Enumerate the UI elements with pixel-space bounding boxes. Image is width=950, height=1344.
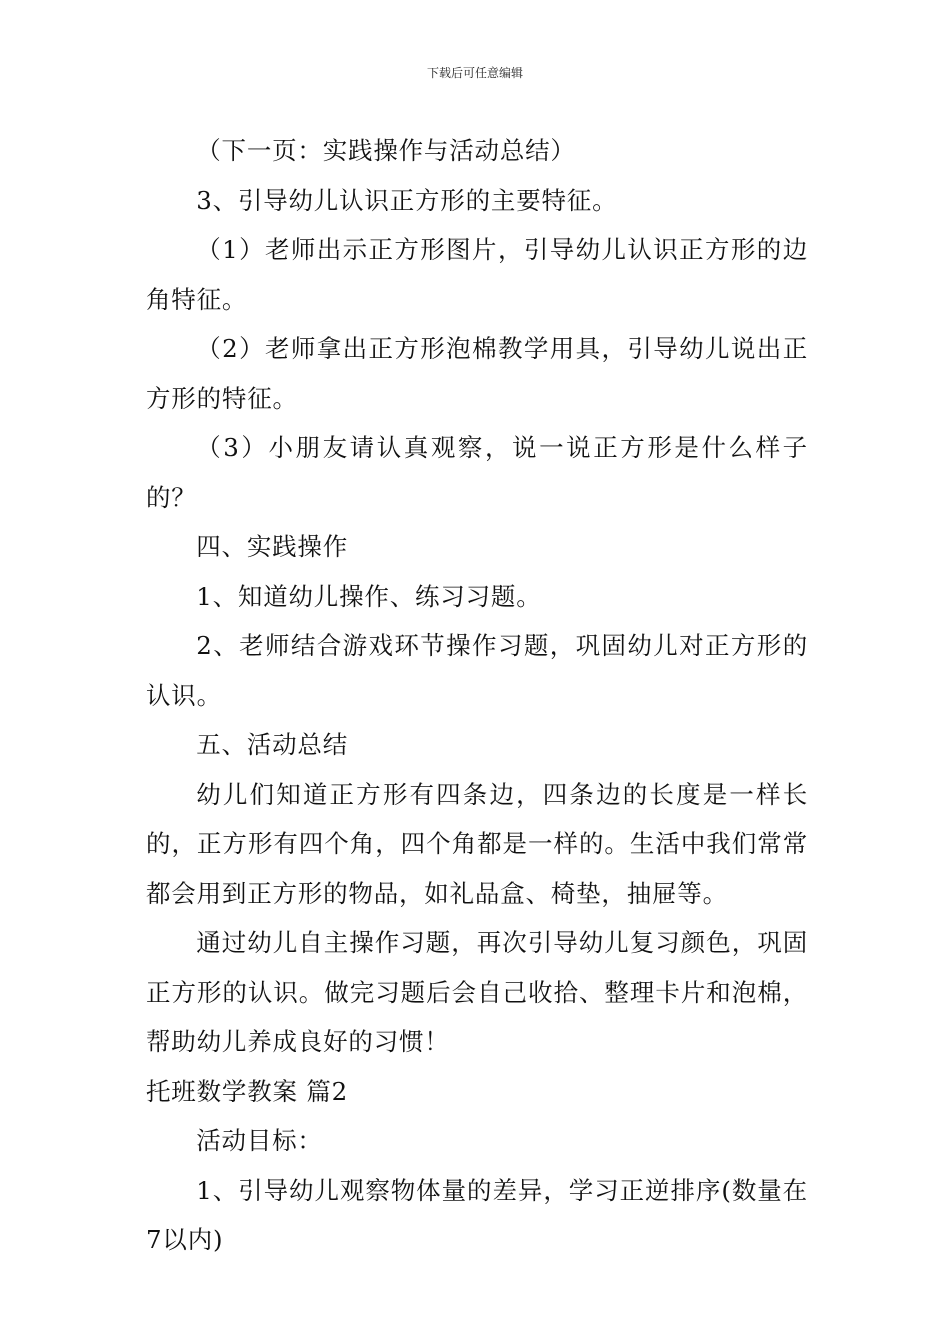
document-body [146,126,808,1265]
paragraph-step-3-2: （2）老师拿出正方形泡棉教学用具，引导幼儿说出正方形的特征。 [146,334,808,413]
paragraph-objective-1: 1、引导幼儿观察物体量的差异，学习正逆排序(数量在7以内) [146,1175,808,1254]
section-heading-summary: 五、活动总结 [196,730,349,759]
paragraph-step-3-3: （3）小朋友请认真观察，说一说正方形是什么样子的？ [146,433,808,512]
paragraph-practice-2: 2、老师结合游戏环节操作习题，巩固幼儿对正方形的认识。 [146,631,808,710]
paragraph-practice-1: 1、知道幼儿操作、练习习题。 [196,581,542,611]
paragraph-summary-1: 幼儿们知道正方形有四条边，四条边的长度是一样长的，正方形有四个角，四个角都是一样的。生活中我们常常都会用到正方形的物品，如礼品盒、椅垫，抽屉等。 [146,779,808,908]
section-heading-practice: 四、实践操作 [196,532,349,561]
paragraph-summary-2: 通过幼儿自主操作习题，再次引导幼儿复习颜色，巩固正方形的认识。做完习题后会自己收拾、整理卡片和泡棉，帮助幼儿养成良好的习惯！ [146,928,808,1056]
page-header-note: 下载后可任意编辑 [426,66,523,80]
paragraph-step-3-1: （1）老师出示正方形图片，引导幼儿认识正方形的边角特征。 [146,235,808,314]
lesson-title-part-2: 托班数学教案 篇2 [146,1076,349,1106]
paragraph-next-page-note: （下一页：实践操作与活动总结） [196,136,576,165]
paragraph-step-3: 3、引导幼儿认识正方形的主要特征。 [196,185,618,215]
section-heading-objectives: 活动目标： [196,1126,323,1155]
